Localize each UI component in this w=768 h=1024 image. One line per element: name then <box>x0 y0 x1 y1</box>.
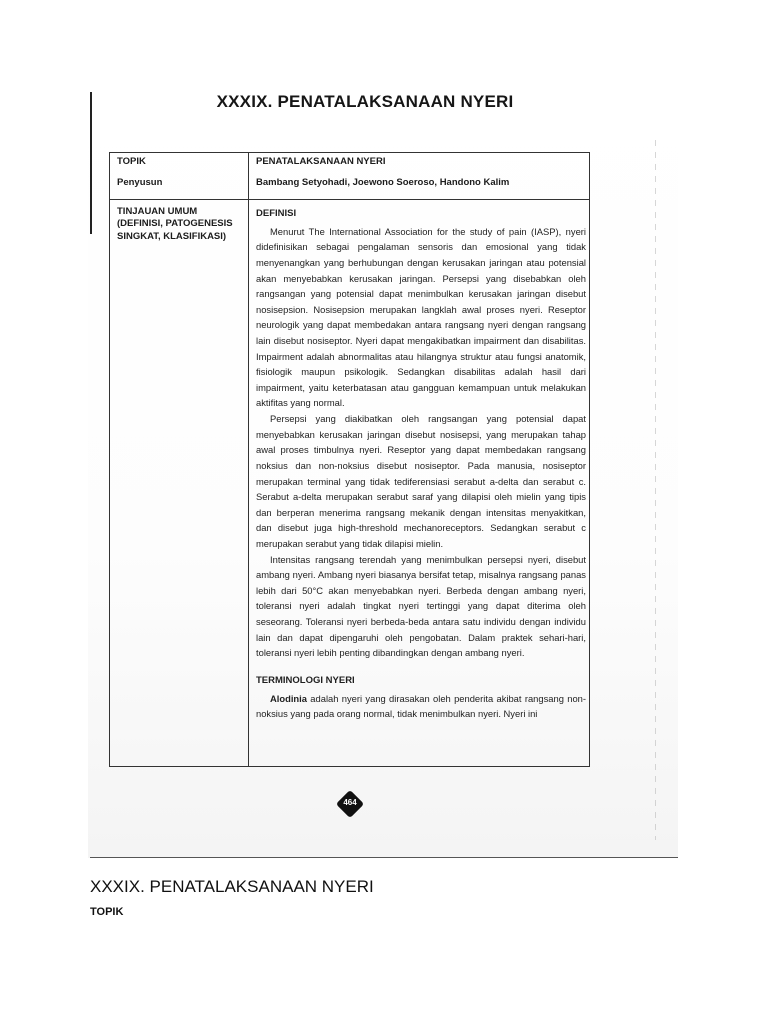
paragraph-1: Menurut The International Association for the study of pain (IASP), nyeri didefinisikan sebagai pengalaman sensoris dan emosional yang tidak menyenangkan yang berhubungan dengan kerusakan jaringan atau potensial akan menyebabkan kerusakan jaringan. Persepsi yang disebabkan oleh rangsangan yang potensial dapat menimbulkan kerusakan jaringan disebut nosisepsion. Nosisepsion merupakan langklah awal proses nyeri. Reseptor neurologik yang dapat membedakan antara rangsang nyeri dengan rangsang lain disebut nosiseptor. Nyeri dapat mengakibatkan impairment dan disabilitas. Impairment adalah abnormalitas atau hilangnya struktur atau fungsi anatomik, fisiologik maupun psikologik. Sedangkan disabilitas adalah hasil dari impairment, yaitu keterbatasan atau gangguan kemampuan untuk melakukan aktifitas yang normal. <box>256 225 586 409</box>
definition-body <box>256 206 586 722</box>
topik-value: PENATALAKSANAAN NYERI <box>256 156 386 167</box>
penyusun-label: Penyusun <box>117 177 163 188</box>
section-label: TINJAUAN UMUM (DEFINISI, PATOGENESIS SINGKAT, KLASIFIKASI) <box>117 206 233 242</box>
page-number: 464 <box>343 798 357 807</box>
scanned-page-title: XXXIX. PENATALAKSANAAN NYERI <box>216 92 514 111</box>
topik-label: TOPIK <box>117 156 146 167</box>
table-row-divider <box>109 199 590 200</box>
document-subtitle: TOPIK <box>90 906 124 918</box>
paragraph-4 <box>256 691 586 722</box>
page-number-badge <box>337 791 363 817</box>
paragraph-3: Intensitas rangsang terendah yang menimbulkan persepsi nyeri, disebut ambang nyeri. Ambang nyeri biasanya bersifat tetap, misalnya rangsang panas lebih dari 50°C akan menyebabkan nyeri. Berbeda dengan ambang nyeri, toleransi nyeri adalah tingkat nyeri tertinggi yang dapat diterima oleh seseorang. Toleransi nyeri berbeda-beda antara satu individu dengan individu lain dan dapat dipengaruhi oleh pengobatan. Dalam praktek sehari-hari, toleransi nyeri lebih penting dibandingkan dengan ambang nyeri. <box>256 553 586 659</box>
table-column-divider <box>248 152 249 767</box>
scan-edge-artifact <box>655 140 656 840</box>
scan-margin-line <box>90 92 92 234</box>
terminologi-heading: TERMINOLOGI NYERI <box>256 674 355 686</box>
divider-rule <box>90 857 678 858</box>
paragraph-2: Persepsi yang diakibatkan oleh rangsangan yang potensial dapat menyebabkan kerusakan jaringan disebut nosisepsi, yang merupakan tahap awal proses timbulnya nyeri. Reseptor yang dapat membedakan rangsang noksius dan non-noksius disebut nosiseptor. Pada manusia, nosiseptor merupakan terminal yang tidak tediferensiasi serabut a-delta dan serabut c. Serabut a-delta merupakan serabut saraf yang dilapisi oleh mielin yang tipis dan berperan menerima rangsang mekanik dengan intensitas menyakitkan, dan disebut juga high-threshold mechanoreceptors. Sedangkan serabut c merupakan serabut yang tidak dilapisi mielin. <box>256 413 586 549</box>
alodinia-term: Alodinia <box>270 692 307 704</box>
alodinia-definition: adalah nyeri yang dirasakan oleh penderita akibat rangsang non-noksius yang pada orang normal, tidak menimbulkan nyeri. Nyeri ini <box>256 692 586 720</box>
definisi-heading: DEFINISI <box>256 208 297 219</box>
document-title: XXXIX. PENATALAKSANAAN NYERI <box>90 877 374 896</box>
penyusun-value: Bambang Setyohadi, Joewono Soeroso, Handono Kalim <box>256 177 510 188</box>
